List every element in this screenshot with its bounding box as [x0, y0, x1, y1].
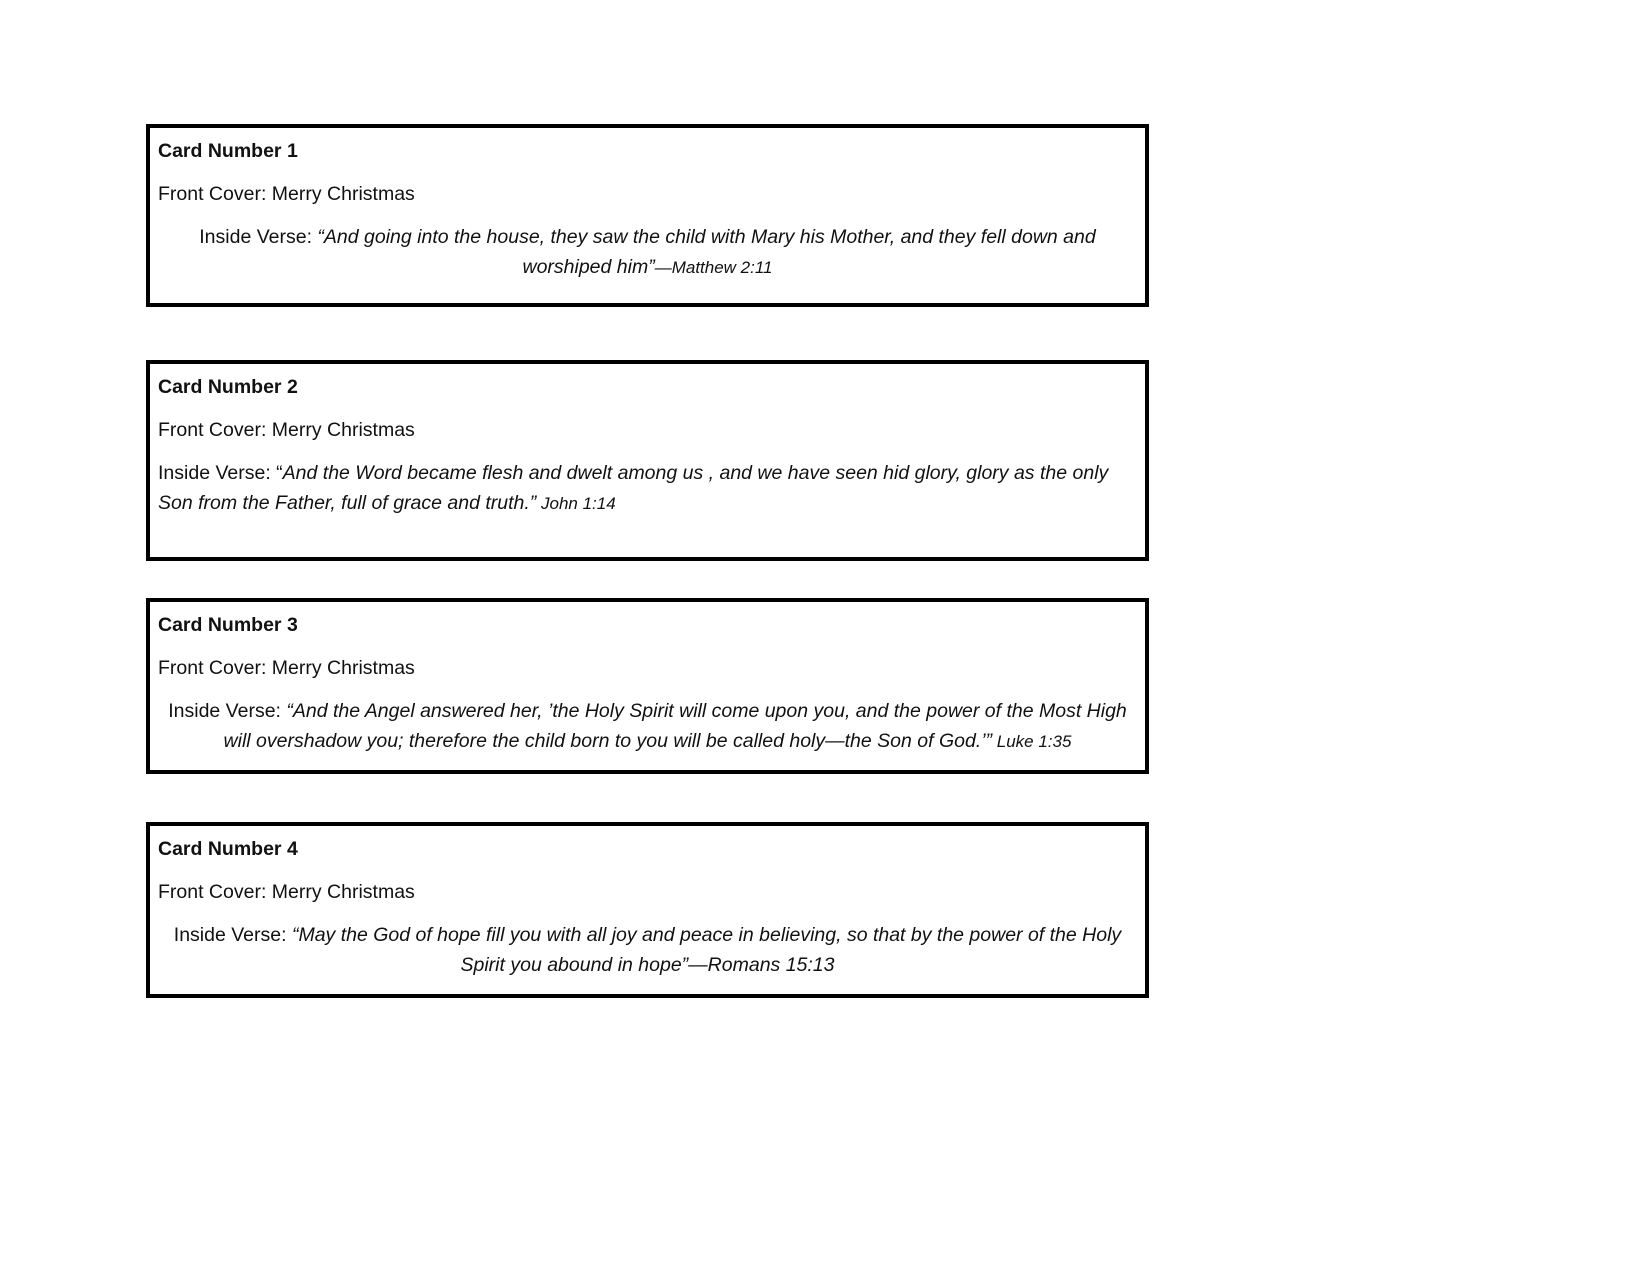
inside-verse — [158, 920, 1137, 980]
verse-reference: —Romans 15:13 — [688, 954, 835, 976]
inside-verse — [158, 458, 1137, 519]
verse-text: “And the Angel answered her, ’the Holy Spirit will come upon you, and the power of the Most High will overshadow you; therefore the child born to you will be called holy—the Son of God.’” — [223, 700, 1127, 752]
inside-verse-label: Inside Verse: — [199, 226, 318, 248]
front-cover-text: Front Cover: Merry Christmas — [158, 881, 415, 903]
verse-reference: John 1:14 — [536, 494, 616, 513]
inside-verse — [158, 222, 1137, 283]
inside-verse-label: Inside Verse: — [173, 924, 292, 946]
front-cover-text: Front Cover: Merry Christmas — [158, 183, 415, 205]
front-cover-text: Front Cover: Merry Christmas — [158, 657, 415, 679]
inside-verse-label: Inside Verse: “ — [158, 462, 283, 484]
card-title: Card Number 4 — [158, 838, 298, 860]
verse-text: “And going into the house, they saw the child with Mary his Mother, and they fell down and worshiped him” — [317, 226, 1096, 278]
verse-text: “May the God of hope fill you with all joy and peace in believing, so that by the power of the Holy Spirit you abound in hope” — [291, 924, 1122, 976]
verse-reference: —Matthew 2:11 — [654, 258, 773, 277]
card-1 — [146, 124, 1149, 307]
inside-verse — [158, 696, 1137, 757]
verse-reference: Luke 1:35 — [992, 732, 1072, 751]
card-3 — [146, 598, 1149, 774]
inside-verse-label: Inside Verse: — [168, 700, 287, 722]
card-4 — [146, 822, 1149, 998]
card-2 — [146, 360, 1149, 561]
verse-text: And the Word became flesh and dwelt among us , and we have seen hid glory, glory as the only Son from the Father, full of grace and truth.” — [158, 462, 1109, 514]
front-cover-text: Front Cover: Merry Christmas — [158, 419, 415, 441]
card-title: Card Number 2 — [158, 376, 298, 398]
card-title: Card Number 1 — [158, 140, 298, 162]
card-title: Card Number 3 — [158, 614, 298, 636]
